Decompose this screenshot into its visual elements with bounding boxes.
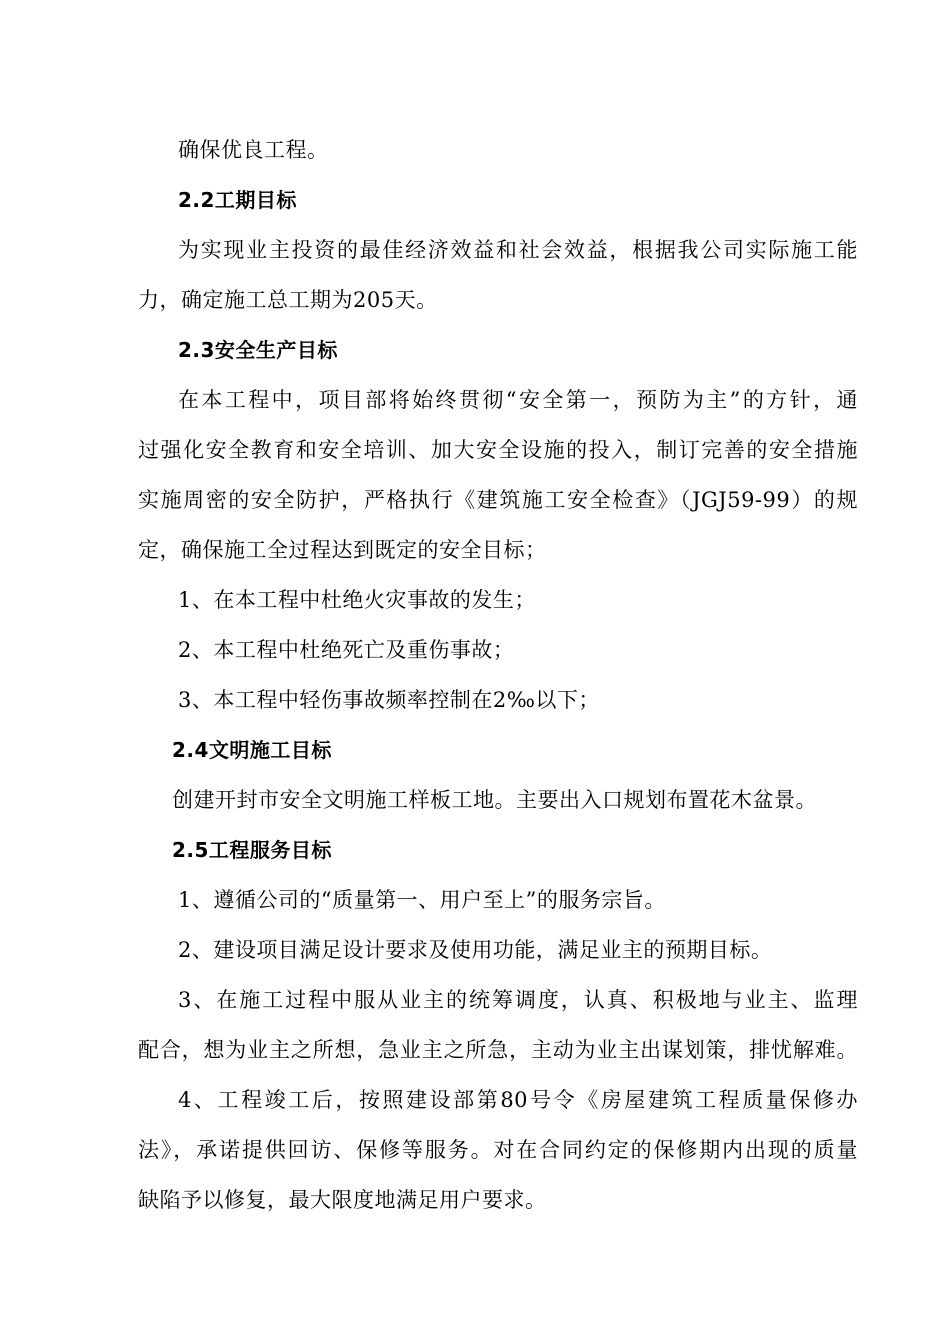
list-item: 2、建设项目满足设计要求及使用功能，满足业主的预期目标。 [178, 938, 773, 962]
paragraph-line: 创建开封市安全文明施工样板工地。主要出入口规划布置花木盆景。 [172, 788, 817, 812]
list-item: 1、遵循公司的“质量第一、用户至上”的服务宗旨。 [178, 888, 666, 912]
list-item: 2、本工程中杜绝死亡及重伤事故； [178, 638, 515, 662]
paragraph-line: 在本工程中，项目部将始终贯彻“安全第一，预防为主”的方针，通 [178, 388, 858, 412]
paragraph-line: 缺陷予以修复，最大限度地满足用户要求。 [138, 1188, 547, 1212]
section-heading-2-2: 2.2工期目标 [178, 188, 297, 212]
paragraph-line: 配合，想为业主之所想，急业主之所急，主动为业主出谋划策，排忧解难。 [138, 1038, 858, 1062]
section-heading-2-3: 2.3安全生产目标 [178, 338, 338, 362]
section-heading-2-4: 2.4文明施工目标 [172, 738, 332, 762]
paragraph-line: 为实现业主投资的最佳经济效益和社会效益，根据我公司实际施工能 [178, 238, 858, 262]
paragraph-line: 过强化安全教育和安全培训、加大安全设施的投入，制订完善的安全措施 [138, 438, 858, 462]
section-heading-2-5: 2.5工程服务目标 [172, 838, 332, 862]
paragraph-line: 实施周密的安全防护，严格执行《建筑施工安全检查》（JGJ59-99）的规 [138, 488, 858, 512]
paragraph-line: 定，确保施工全过程达到既定的安全目标； [138, 538, 547, 562]
list-item: 3、在施工过程中服从业主的统筹调度，认真、积极地与业主、监理 [178, 988, 858, 1012]
paragraph-line: 法》，承诺提供回访、保修等服务。对在合同约定的保修期内出现的质量 [138, 1138, 858, 1162]
list-item: 3、本工程中轻伤事故频率控制在2‰以下； [178, 688, 600, 712]
paragraph-line: 力，确定施工总工期为205天。 [138, 288, 438, 312]
list-item: 1、在本工程中杜绝火灾事故的发生； [178, 588, 536, 612]
paragraph-tail: 确保优良工程。 [178, 138, 329, 162]
list-item: 4、工程竣工后，按照建设部第80号令《房屋建筑工程质量保修办 [178, 1088, 858, 1112]
